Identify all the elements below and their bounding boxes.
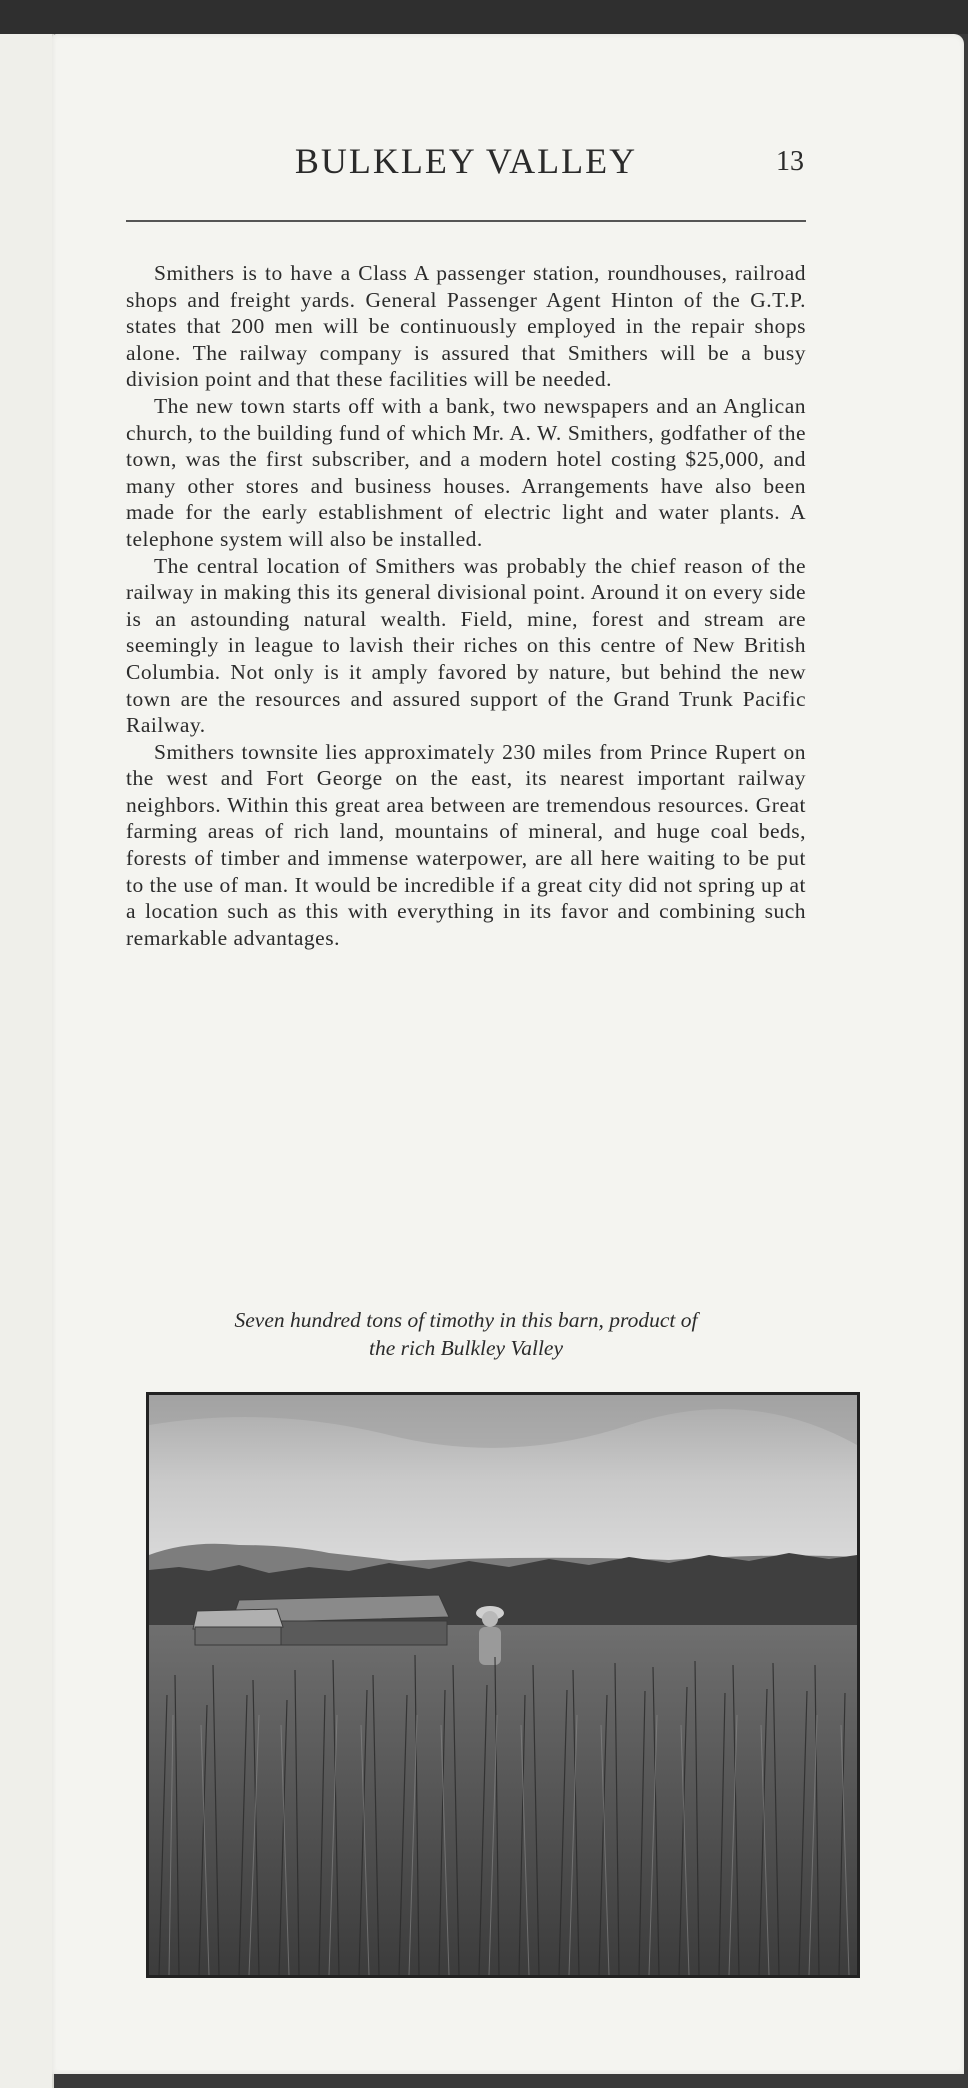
- article-body: [126, 260, 806, 951]
- paragraph-2: The new town starts off with a bank, two newspapers and an Anglican church, to the building fund of which Mr. A. W. Smithers, godfather of the town, was the first subscriber, and a modern hotel costing $25,000, and many other stores and business houses. Arrangements have also been made for the early establishment of electric light and water plants. A telephone system will also be installed.: [126, 393, 806, 551]
- paragraph-1: Smithers is to have a Class A passenger station, roundhouses, railroad shops and freight yards. General Passenger Agent Hinton of the G.T.P. states that 200 men will be continuously employed in the repair shops alone. The railway company is assured that Smithers will be a busy division point and that these facilities will be needed.: [126, 261, 806, 392]
- caption-line-1: Seven hundred tons of timothy in this barn, product of: [234, 1308, 698, 1332]
- barn-field-photograph: [146, 1392, 860, 1978]
- page-number: 13: [776, 146, 804, 177]
- paragraph-4: Smithers townsite lies approximately 230 miles from Prince Rupert on the west and Fort George on the east, its nearest important railway neighbors. Within this great area between are tremendous resources. Great farming areas of rich land, mountains of mineral, and huge coal beds, forests of timber and immense waterpower, are all here waiting to be put to the use of man. It would be incredible if a great city did not spring up at a location such as this with everything in its favor and combining such remarkable advantages.: [126, 739, 806, 950]
- running-header: [126, 140, 806, 222]
- photo-illustration: [149, 1395, 857, 1975]
- scan-top-border: [0, 0, 968, 34]
- paragraph-3: The central location of Smithers was probably the chief reason of the railway in making this its general divisional point. Around it on every side is an astounding natural wealth. Field, mine, forest and stream are seemingly in league to lavish their riches on this centre of New British Columbia. Not only is it amply favored by nature, but behind the new town are the resources and assured support of the Grand Trunk Pacific Railway.: [126, 553, 806, 738]
- previous-page-edge: [0, 34, 54, 2088]
- caption-line-2: the rich Bulkley Valley: [368, 1336, 563, 1360]
- page-title: BULKLEY VALLEY: [294, 141, 638, 181]
- farmer-figure: [476, 1606, 504, 1665]
- photo-caption: [126, 1306, 806, 1362]
